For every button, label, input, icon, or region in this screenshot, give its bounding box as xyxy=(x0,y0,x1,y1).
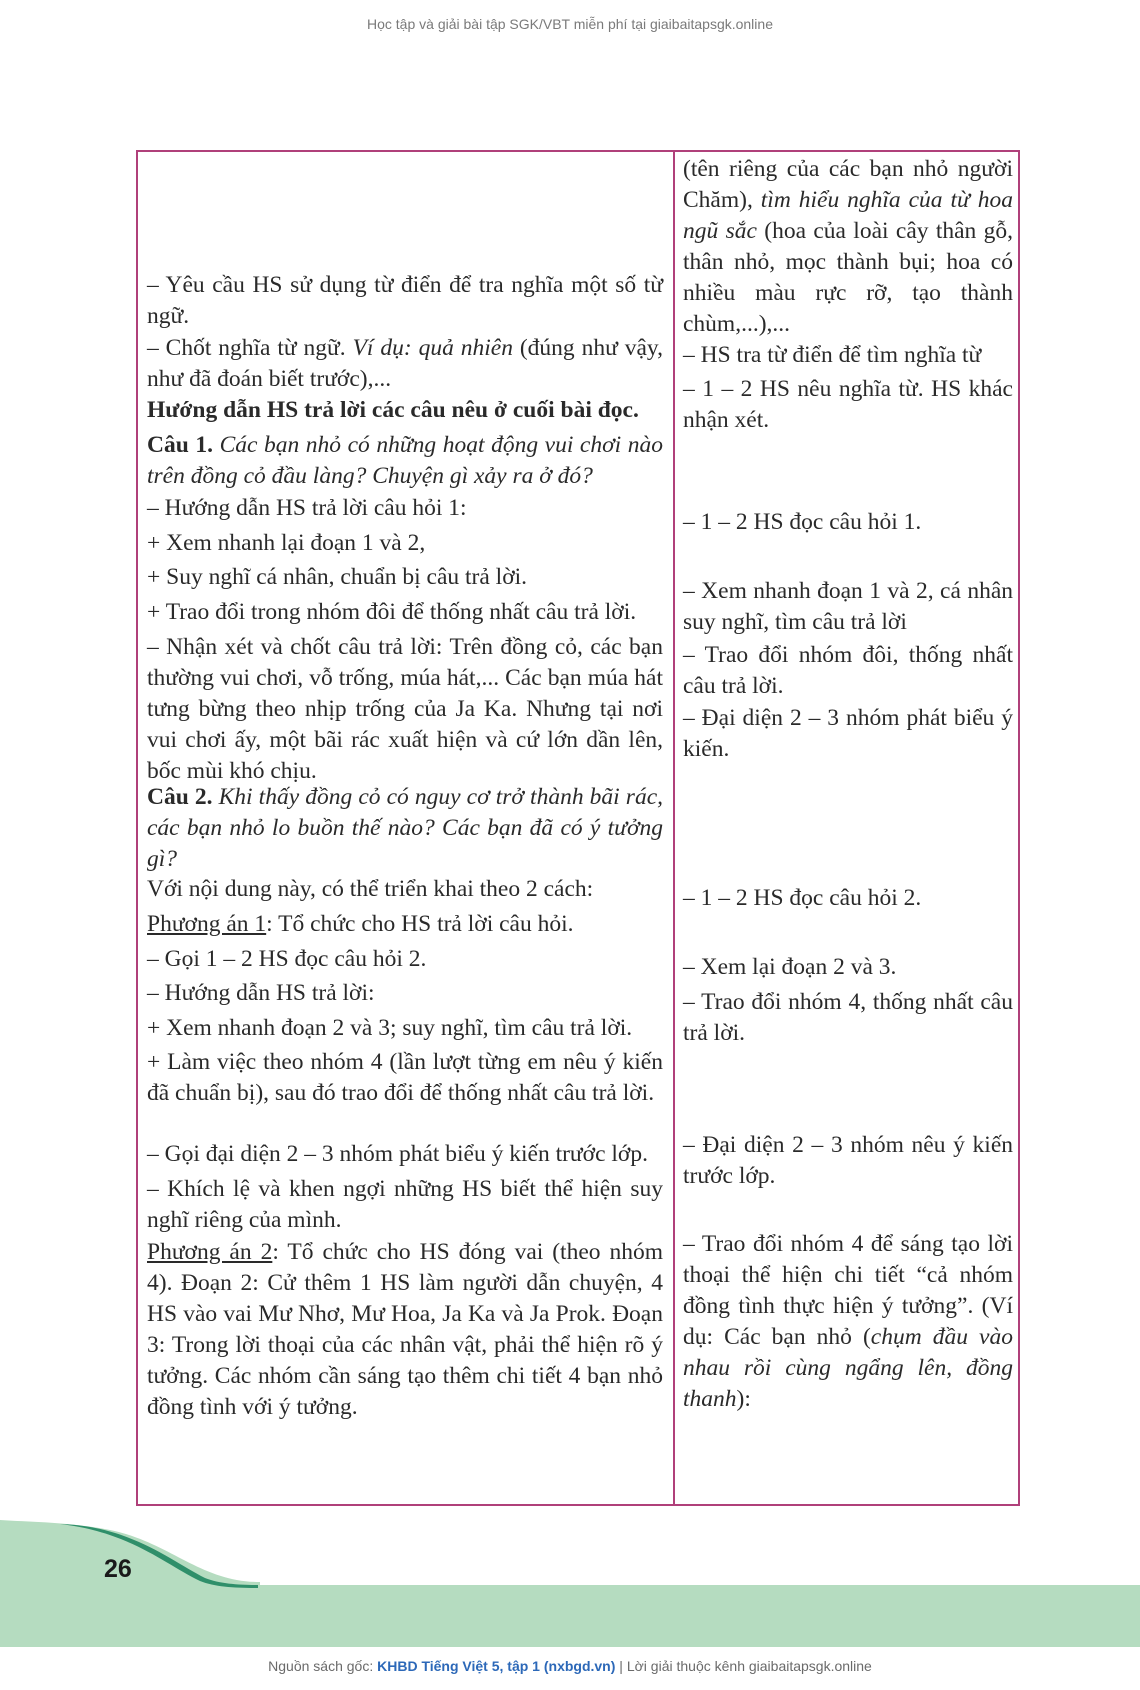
question-1: Câu 1. Các bạn nhỏ có những hoạt động vui chơi nào trên đồng cỏ đầu làng? Chuyện gì xảy ra ở đó? xyxy=(147,432,664,489)
paragraph: – Yêu cầu HS sử dụng từ điển để tra nghĩa một số từ ngữ. xyxy=(147,272,663,329)
column-divider xyxy=(673,152,675,1504)
footer-separator: | xyxy=(619,1658,623,1674)
paragraph: Với nội dung này, có thể triển khai theo 2 cách: xyxy=(147,876,594,902)
paragraph: – Đại diện 2 – 3 nhóm phát biểu ý kiến. xyxy=(683,705,1013,762)
question-2: Câu 2. Khi thấy đồng cỏ có nguy cơ trở thành bãi rác, các bạn nhỏ lo buồn thế nào? Các bạn đã có ý tưởng gì? xyxy=(147,784,664,872)
paragraph: – Hướng dẫn HS trả lời câu hỏi 1: xyxy=(147,495,467,521)
paragraph: + Trao đổi trong nhóm đôi để thống nhất câu trả lời. xyxy=(147,599,637,625)
paragraph: – Trao đổi nhóm 4, thống nhất câu trả lời. xyxy=(683,989,1013,1046)
book-title: KHBD Tiếng Việt 5, tập 1 (nxbgd.vn) xyxy=(377,1658,616,1674)
paragraph: + Suy nghĩ cá nhân, chuẩn bị câu trả lời. xyxy=(147,564,528,590)
lesson-table xyxy=(136,150,1020,1506)
paragraph: – 1 – 2 HS nêu nghĩa từ. HS khác nhận xét. xyxy=(683,376,1013,433)
paragraph: + Xem nhanh lại đoạn 1 và 2, xyxy=(147,530,426,556)
paragraph: – Khích lệ và khen ngợi những HS biết thể hiện suy nghĩ riêng của mình. xyxy=(147,1176,663,1233)
paragraph: – Trao đổi nhóm đôi, thống nhất câu trả lời. xyxy=(683,642,1013,699)
footer-band xyxy=(0,1585,1140,1647)
paragraph: – 1 – 2 HS đọc câu hỏi 1. xyxy=(683,509,922,535)
paragraph: – HS tra từ điển để tìm nghĩa từ xyxy=(683,342,982,368)
footer-prefix: Nguồn sách gốc: xyxy=(268,1658,374,1674)
paragraph: – Trao đổi nhóm 4 để sáng tạo lời thoại thể hiện chi tiết “cả nhóm đồng tình thực hiện ý tưởng”. (Ví dụ: Các bạn nhỏ (chụm đầu vào nhau rồi cùng ngẩng lên, đồng thanh): xyxy=(683,1231,1013,1412)
source-footer xyxy=(0,1658,1140,1674)
paragraph: + Xem nhanh đoạn 2 và 3; suy nghĩ, tìm câu trả lời. xyxy=(147,1015,633,1041)
paragraph: – 1 – 2 HS đọc câu hỏi 2. xyxy=(683,885,922,911)
option-1: Phương án 1: Tổ chức cho HS trả lời câu hỏi. xyxy=(147,911,574,937)
paragraph: + Làm việc theo nhóm 4 (lần lượt từng em nêu ý kiến đã chuẩn bị), sau đó trao đổi để thống nhất câu trả lời. xyxy=(147,1049,663,1106)
paragraph: – Gọi 1 – 2 HS đọc câu hỏi 2. xyxy=(147,946,427,972)
paragraph: – Xem lại đoạn 2 và 3. xyxy=(683,954,897,980)
paragraph: – Chốt nghĩa từ ngữ. Ví dụ: quả nhiên (đúng như vậy, như đã đoán biết trước),... xyxy=(147,335,664,392)
page-number: 26 xyxy=(104,1555,132,1583)
paragraph: – Đại diện 2 – 3 nhóm nêu ý kiến trước lớp. xyxy=(683,1132,1013,1189)
section-heading: Hướng dẫn HS trả lời các câu nêu ở cuối bài đọc. xyxy=(147,397,639,423)
paragraph: – Nhận xét và chốt câu trả lời: Trên đồng cỏ, các bạn thường vui chơi, vỗ trống, múa hát,... Các bạn múa hát tưng bừng theo nhịp trống của Ja Ka. Nhưng tại nơi vui chơi ấy, một bãi rác xuất hiện và cứ lớn dần lên, bốc mùi khó chịu. xyxy=(147,634,663,784)
footer-suffix: Lời giải thuộc kênh giaibaitapsgk.online xyxy=(626,1658,872,1674)
paragraph: – Hướng dẫn HS trả lời: xyxy=(147,980,375,1006)
paragraph: – Gọi đại diện 2 – 3 nhóm phát biểu ý kiến trước lớp. xyxy=(147,1141,648,1167)
option-2: Phương án 2: Tổ chức cho HS đóng vai (theo nhóm 4). Đoạn 2: Cử thêm 1 HS làm người dẫn chuyện, 4 HS vào vai Mư Nhơ, Mư Hoa, Ja Ka và Ja Prok. Đoạn 3: Trong lời thoại của các nhân vật, phải thể hiện rõ ý tưởng. Các nhóm cần sáng tạo thêm chi tiết 4 bạn nhỏ đồng tình với ý tưởng. xyxy=(147,1239,663,1420)
paragraph: (tên riêng của các bạn nhỏ người Chăm), tìm hiểu nghĩa của từ hoa ngũ sắc (hoa của loài cây thân gỗ, thân nhỏ, mọc thành bụi; hoa có nhiều màu rực rỡ, tạo thành chùm,...),... xyxy=(683,156,1014,337)
paragraph: – Xem nhanh đoạn 1 và 2, cá nhân suy nghĩ, tìm câu trả lời xyxy=(683,578,1013,635)
top-banner: Học tập và giải bài tập SGK/VBT miễn phí tại giaibaitapsgk.online xyxy=(367,16,773,32)
